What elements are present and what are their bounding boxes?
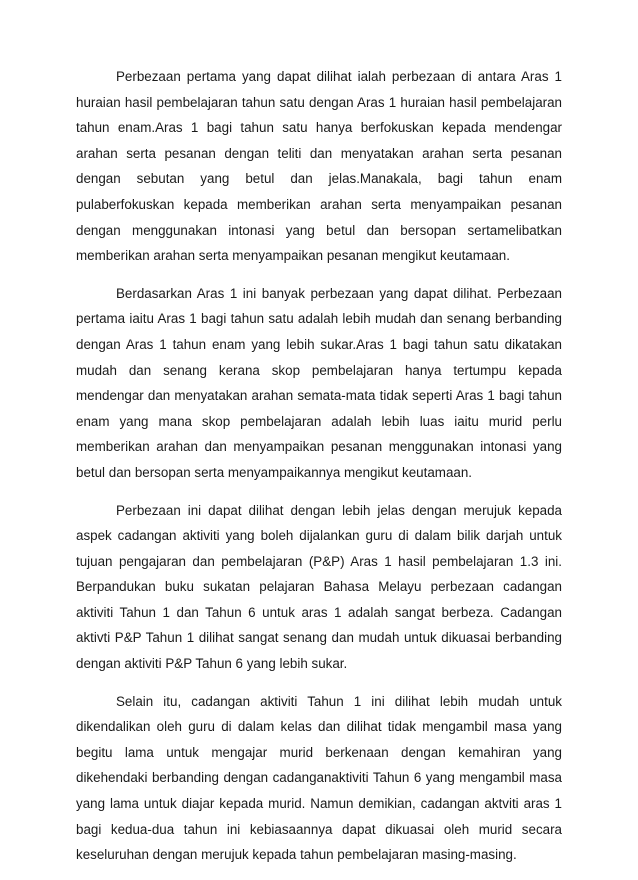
paragraph-1: Perbezaan pertama yang dapat dilihat ialah perbezaan di antara Aras 1 huraian hasil pembelajaran tahun satu dengan Aras 1 huraian hasil pembelajaran tahun enam.Aras 1 bagi tahun satu hanya berfokuskan kepada mendengar arahan serta pesanan dengan teliti dan menyatakan arahan serta pesanan dengan sebutan yang betul dan jelas.Manakala, bagi tahun enam pulaberfokuskan kepada memberikan arahan serta menyampaikan pesanan dengan menggunakan intonasi yang betul dan bersopan sertamelibatkan memberikan arahan serta menyampaikan pesanan mengikut keutamaan.: [76, 69, 562, 264]
paragraph-2: Berdasarkan Aras 1 ini banyak perbezaan yang dapat dilihat. Perbezaan pertama iaitu Aras 1 bagi tahun satu adalah lebih mudah dan senang berbanding dengan Aras 1 tahun enam yang lebih sukar.Aras 1 bagi tahun satu dikatakan mudah dan senang kerana skop pembelajaran hanya tertumpu kepada mendengar dan menyatakan arahan semata-mata tidak seperti Aras 1 bagi tahun enam yang mana skop pembelajaran adalah lebih luas iaitu murid perlu memberikan arahan dan menyampaikan pesanan menggunakan intonasi yang betul dan bersopan serta menyampaikannya mengikut keutamaan.: [76, 285, 562, 480]
document-page: [76, 64, 562, 880]
paragraph-4: Selain itu, cadangan aktiviti Tahun 1 ini dilihat lebih mudah untuk dikendalikan oleh guru di dalam kelas dan dilihat tidak mengambil masa yang begitu lama untuk mengajar murid berkenaan dengan kemahiran yang dikehendaki berbanding dengan cadanganaktiviti Tahun 6 yang mengambil masa yang lama untuk diajar kepada murid. Namun demikian, cadangan aktviti aras 1 bagi kedua-dua tahun ini kebiasaannya dapat dikuasai oleh murid secara keseluruhan dengan merujuk kepada tahun pembelajaran masing-masing.: [76, 693, 562, 863]
paragraph-3: Perbezaan ini dapat dilihat dengan lebih jelas dengan merujuk kepada aspek cadangan aktiviti yang boleh dijalankan guru di dalam bilik darjah untuk tujuan pengajaran dan pembelajaran (P&P) Aras 1 hasil pembelajaran 1.3 ini. Berpandukan buku sukatan pelajaran Bahasa Melayu perbezaan cadangan aktiviti Tahun 1 dan Tahun 6 untuk aras 1 adalah sangat berbeza. Cadangan aktivti P&P Tahun 1 dilihat sangat senang dan mudah untuk dikuasai berbanding dengan aktiviti P&P Tahun 6 yang lebih sukar.: [76, 502, 562, 672]
